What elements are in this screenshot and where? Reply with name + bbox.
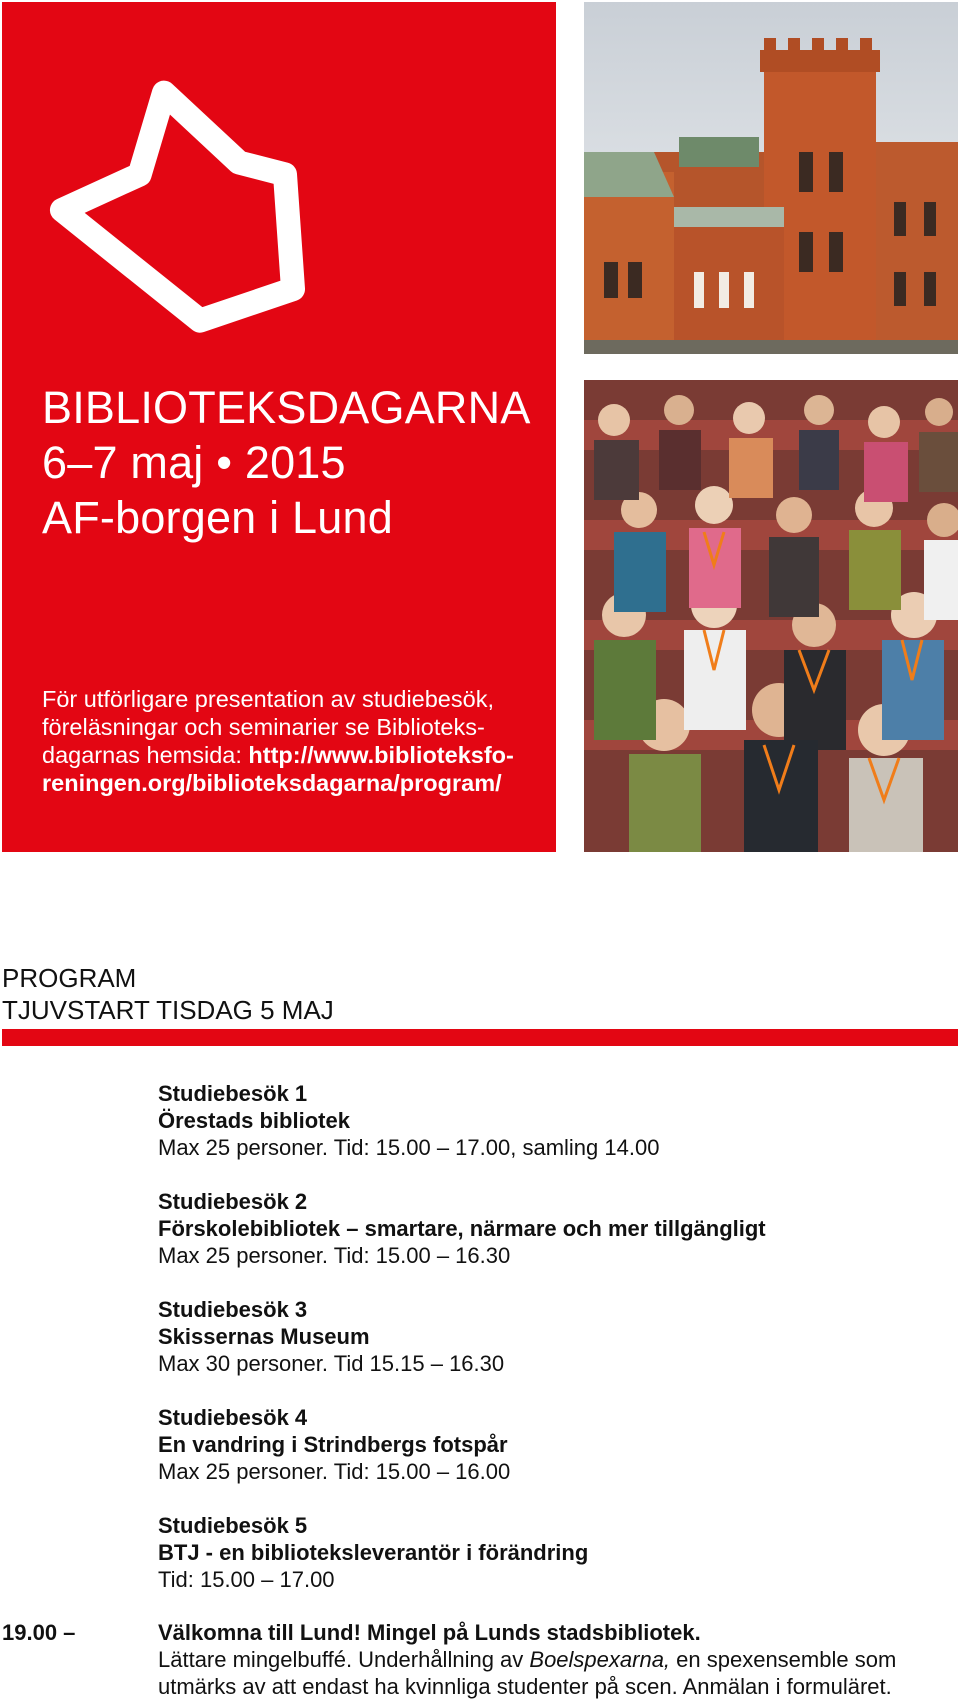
visit-title: En vandring i Strindbergs fotspår — [158, 1432, 508, 1457]
visit-details: Tid: 15.00 – 17.00 — [158, 1567, 335, 1592]
program-link[interactable]: http://www.biblioteksforeningen.org/biblioteksdagarna/program/ — [42, 742, 514, 796]
evening-desc-start: Lättare mingelbuffé. Underhållning av — [158, 1647, 530, 1672]
association-logo-icon — [42, 72, 312, 342]
event-title — [42, 380, 531, 545]
study-visit-list — [158, 1080, 948, 1620]
visit-title: Skissernas Museum — [158, 1324, 370, 1349]
visit-label: Studiebesök 5 — [158, 1513, 308, 1538]
visit-details: Max 25 personer. Tid: 15.00 – 17.00, samling 14.00 — [158, 1135, 660, 1160]
evening-title: Välkomna till Lund! Mingel på Lunds stadsbibliotek. — [158, 1620, 701, 1645]
event-banner — [2, 2, 556, 852]
visit-title: BTJ - en biblioteksleverantör i förändring — [158, 1540, 589, 1565]
visit-label: Studiebesök 3 — [158, 1297, 308, 1322]
evening-performer: Boelspexarna, — [529, 1647, 671, 1672]
study-visit — [158, 1080, 948, 1161]
visit-details: Max 25 personer. Tid: 15.00 – 16.30 — [158, 1243, 511, 1268]
study-visit — [158, 1512, 948, 1593]
visit-label: Studiebesök 1 — [158, 1081, 308, 1106]
info-text: För utförligare presentation av studiebesök, föreläsningar och seminarier se Biblioteksdagarnas hemsida: — [42, 686, 494, 768]
evening-body — [158, 1619, 958, 1700]
study-visit — [158, 1296, 948, 1377]
event-name: BIBLIOTEKSDAGARNA — [42, 382, 531, 433]
program-title: PROGRAM — [2, 963, 137, 993]
visit-details: Max 25 personer. Tid: 15.00 – 16.00 — [158, 1459, 511, 1484]
study-visit — [158, 1188, 948, 1269]
evening-desc-end: en spexensemble som utmärks av att endast ha kvinnliga studenter på scen. Anmälan i formuläret. — [158, 1647, 897, 1699]
audience-photo — [584, 380, 958, 852]
event-venue: AF-borgen i Lund — [42, 492, 393, 543]
section-divider — [2, 1029, 958, 1046]
castle-photo — [584, 2, 958, 354]
visit-title: Örestads bibliotek — [158, 1108, 350, 1133]
event-dates: 6–7 maj • 2015 — [42, 437, 346, 488]
program-heading — [2, 962, 334, 1026]
visit-title: Förskolebibliotek – smartare, närmare och mer tillgängligt — [158, 1216, 766, 1241]
info-paragraph — [42, 685, 532, 797]
visit-details: Max 30 personer. Tid 15.15 – 16.30 — [158, 1351, 505, 1376]
evening-time: 19.00 – — [2, 1620, 76, 1645]
visit-label: Studiebesök 2 — [158, 1189, 308, 1214]
visit-label: Studiebesök 4 — [158, 1405, 308, 1430]
evening-description — [158, 1646, 958, 1700]
program-subtitle: TJUVSTART TISDAG 5 MAJ — [2, 995, 334, 1025]
study-visit — [158, 1404, 948, 1485]
